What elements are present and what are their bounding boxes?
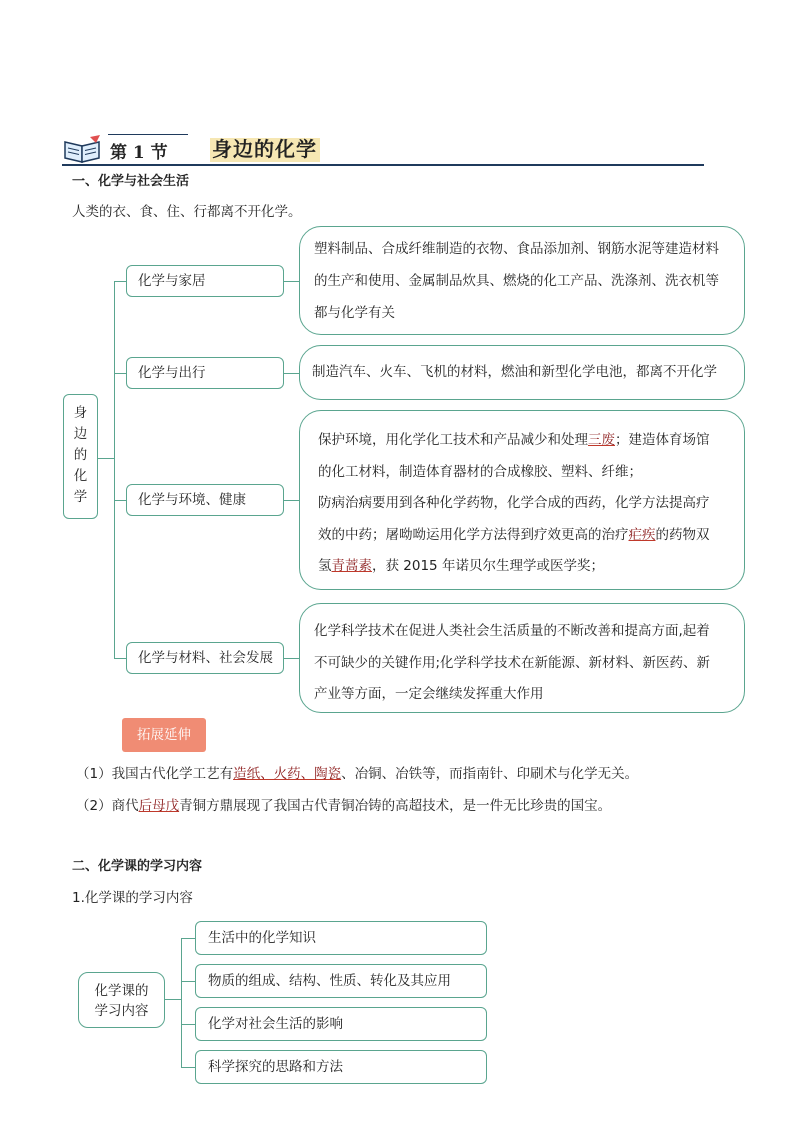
connector	[284, 281, 299, 282]
connector	[181, 981, 195, 982]
highlight-term: 造纸、火药、陶瓷	[233, 766, 342, 782]
detail-line: 化学科学技术在促进人类社会生活质量的不断改善和提高方面,起着	[314, 623, 710, 639]
book-icon	[62, 134, 104, 164]
header-rule	[62, 164, 704, 166]
root-char: 化	[73, 468, 88, 484]
detail-line: 不可缺少的关键作用;化学科学技术在新能源、新材料、新医药、新	[314, 654, 711, 671]
root-char: 边	[73, 426, 88, 442]
connector	[284, 500, 299, 501]
connector	[98, 458, 114, 459]
section-number: 第 1 节	[110, 143, 168, 163]
highlight-term: 三废	[588, 432, 615, 448]
detail-line: 保护环境，用化学化工技术和产品减少和处理三废；建造体育场馆	[318, 432, 710, 448]
branch-label: 化学与出行	[138, 365, 206, 381]
connector-trunk	[181, 938, 182, 1068]
content-item: 生活中的化学知识	[195, 921, 487, 955]
branch-home	[126, 265, 284, 297]
detail-line: 制造汽车、火车、飞机的材料，燃油和新型化学电池，都离不开化学	[312, 364, 717, 380]
detail-line: 都与化学有关	[314, 305, 395, 321]
detail-line: 防病治病要用到各种化学药物，化学合成的西药，化学方法提高疗	[318, 495, 710, 511]
highlight-term: 青蒿素	[331, 558, 372, 574]
page-title: 身边的化学	[212, 137, 317, 161]
detail-line: 塑料制品、合成纤维制造的衣物、食品添加剂、钢筋水泥等建造材料	[314, 241, 719, 257]
branch-label: 化学与材料、社会发展	[138, 650, 273, 666]
detail-line: 氢青蒿素，获 2015 年诺贝尔生理学或医学奖；	[318, 558, 604, 574]
subheading: 1.化学课的学习内容	[72, 890, 193, 906]
root-char: 身	[73, 405, 88, 421]
connector	[181, 1067, 195, 1068]
header-short-rule	[108, 134, 188, 135]
branch-label: 化学与家居	[138, 273, 206, 289]
branch-materials-society	[126, 642, 284, 674]
root-line: 学习内容	[94, 1003, 149, 1019]
note-2: （2）商代后母戊青铜方鼎展现了我国古代青铜冶铸的高超技术，是一件无比珍贵的国宝。	[76, 798, 612, 814]
detail-travel	[299, 345, 745, 400]
branch-environment-health	[126, 484, 284, 516]
highlight-term: 疟疾	[628, 526, 656, 543]
section-heading-2: 二、化学课的学习内容	[72, 859, 203, 874]
highlight-term: 后母戊	[138, 798, 180, 814]
content-item: 化学对社会生活的影响	[195, 1007, 487, 1041]
mindmap-root-node	[63, 394, 98, 519]
connector	[114, 658, 126, 659]
connector	[114, 373, 126, 374]
root-char: 的	[73, 447, 88, 463]
detail-line: 的化工材料，制造体育器材的合成橡胶、塑料、纤维；	[318, 463, 642, 480]
connector-trunk	[114, 281, 115, 659]
detail-line: 产业等方面，一定会继续发挥重大作用	[314, 686, 544, 702]
connector	[114, 281, 126, 282]
branch-travel	[126, 357, 284, 389]
detail-environment-health	[299, 410, 745, 590]
connector	[284, 658, 299, 659]
connector	[181, 1024, 195, 1025]
connector	[165, 999, 181, 1000]
connector	[284, 373, 299, 374]
branch-label: 化学与环境、健康	[138, 492, 246, 508]
section-heading-1: 一、化学与社会生活	[72, 174, 190, 189]
detail-line: 效的中药；屠呦呦运用化学方法得到疗效更高的治疗疟疾的药物双	[318, 526, 710, 543]
mindmap2-root-node	[78, 972, 165, 1028]
root-line: 化学课的	[94, 983, 149, 999]
extension-badge: 拓展延伸	[122, 718, 206, 752]
note-1: （1）我国古代化学工艺有造纸、火药、陶瓷、冶铜、冶铁等，而指南针、印刷术与化学无关。	[76, 766, 639, 782]
detail-line: 的生产和使用、金属制品炊具、燃烧的化工产品、洗涤剂、洗衣机等	[314, 273, 719, 289]
content-item: 科学探究的思路和方法	[195, 1050, 487, 1084]
intro-text: 人类的衣、食、住、行都离不开化学。	[72, 204, 302, 220]
connector	[181, 938, 195, 939]
detail-home	[299, 226, 745, 335]
detail-materials-society	[299, 603, 745, 713]
connector	[114, 500, 126, 501]
content-item: 物质的组成、结构、性质、转化及其应用	[195, 964, 487, 998]
root-char: 学	[73, 489, 88, 505]
